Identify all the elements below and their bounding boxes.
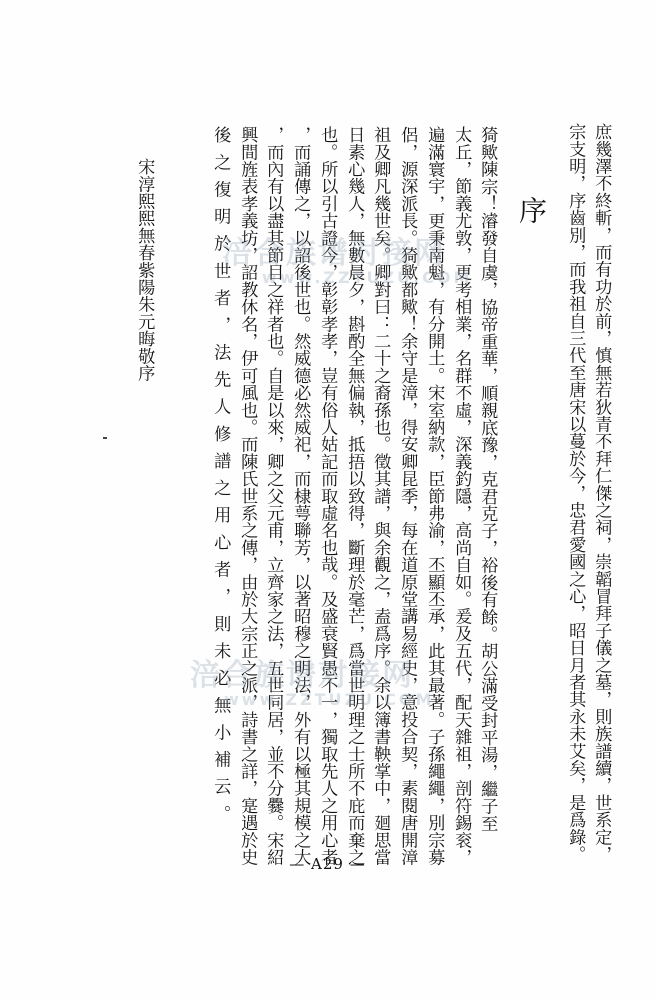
text-column: 猗歟陳宗！濬發自虞，協帝重華，順親底豫，克君克子，裕後有餘。胡公滿受封平湯，繼子至: [477, 126, 498, 833]
text-column: ，而誦傳之，以詔後世也。然威德必然威祀，而棣萼聯芳，以著昭穆之明法，外有以極其規模之大: [290, 126, 311, 866]
signature: 宋淳熙熙無春紫陽朱元晦敬序: [134, 158, 155, 382]
page-number: — A29 —: [289, 855, 366, 873]
watermark-url: www.ZZTUZU.COM: [262, 268, 473, 287]
margin-mark: [103, 437, 107, 439]
watermark-text: 涪合族谱对接网: [222, 236, 446, 271]
text-column: 太丘，節義尤敦，更考相業，名群不虛，深義釣隱，高尚自如。爰及五代，配天雜祖，剖符錫衮，: [451, 126, 472, 866]
text-column: ，而內有以盡其節目之祥者也。自是以來，卿之父元甫，立齊家之法，五世同居，並不分爨。宋紹: [263, 126, 284, 866]
text-column: 也。所以引古證今，彰彰孝孝，豈有俗人姑記而取虛名也哉。及盛衰賢愚不一，獨取先人之用心者: [317, 126, 338, 866]
text-column: 後之復明於世者，法先人修譜之用心者，則未必無小補云。: [210, 126, 231, 832]
document-title: 序: [515, 196, 548, 224]
watermark-text: 涪合族谱对接网: [190, 658, 414, 693]
text-column: 日素心幾人，無數晨夕，斟酌全無偏執，抵捂以致得，斷理於毫芒，爲當世明理之士所不庇而棄之: [344, 126, 365, 866]
text-column: 侶，源深派長。猗歟都歟！余守是漳，得安卿昆季，每在道原堂講易經史，意投合契，素閱唐開漳: [397, 126, 418, 866]
text-column: 遍滿寰宇，更秉南魁，有分開土。宋室納款，臣節弗渝，丕顯丕承，此其最著。子孫繩繩，別宗募: [424, 126, 445, 866]
text-column: 宗支明，序齒別，而我祖自三代至唐宋以蔓於今，忠君愛國之心，昭日月者其永未艾矣，是爲錄。: [565, 123, 586, 863]
text-column: 興間旌表孝義坊，詔教休名，伊可風也。而陳氏世系之傳，由於大宗正之派，詩書之詳，寔遇於史: [237, 126, 258, 866]
text-column: 祖及卿凡幾世矣。卿對曰：二十之裔孫也。徵其譜，與余觀之，盍爲序。余以簿書鞅掌中，廻思當: [370, 126, 391, 866]
text-column: 庶幾澤不終斬，而有功於前，慎無若狄青不拜仁傑之祠，崇韜冒拜子儀之墓，則族譜續，世系定，: [591, 123, 612, 863]
watermark-url: www.ZZTUZU.COM: [224, 690, 435, 709]
